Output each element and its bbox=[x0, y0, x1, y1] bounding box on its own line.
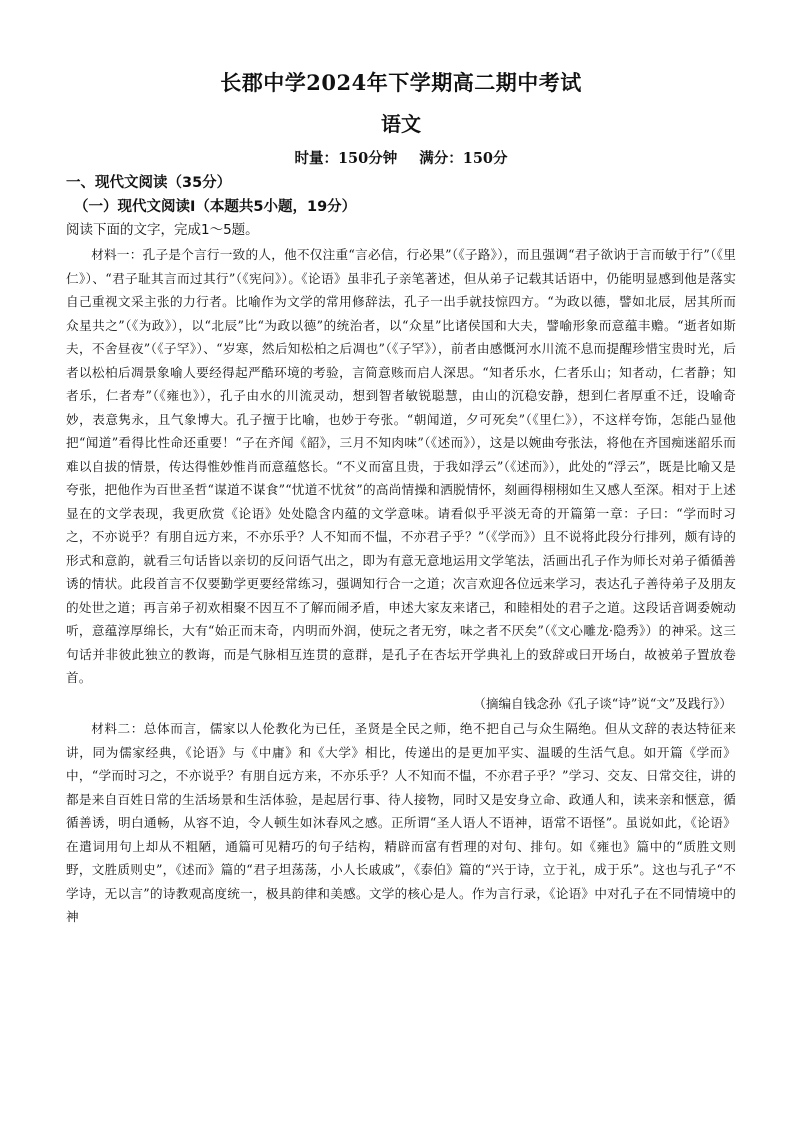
exam-timing bbox=[66, 148, 736, 170]
exam-title: 长郡中学2024年下学期高二期中考试 bbox=[220, 70, 582, 95]
full-score: 满分：150分 bbox=[419, 150, 508, 167]
material-two-text: 材料二：总体而言，儒家以人伦教化为已任，圣贤是全民之师，绝不把自己与众生隔绝。但从文辞的表达特征来讲，同为儒家经典，《论语》与《中庸》和《大学》相比，传递出的是更加平实、温暖的生活气息。如开篇《学而》中，“学而时习之，不亦说乎？有朋自远方来，不亦乐乎？人不知而不愠，不亦君子乎？”学习、交友、日常交往，讲的都是来自百姓日常的生活场景和生活体验，是起居行事、待人接物，同时又是安身立命、政通人和，读来亲和惬意，循循善诱，明白通畅，从容不迫，令人顿生如沐春风之感。正所谓“圣人语人不语神，语常不语怪”。虽说如此，《论语》在遣词用句上却从不粗陋，通篇可见精巧的句子结构，精辟而富有哲理的对句、排句。如《雍也》篇中的“质胜文则野，文胜质则史”，《述而》篇的“君子坦荡荡，小人长戚戚”，《泰伯》篇的“兴于诗，立于礼，成于乐”。这也与孔子“不学诗，无以言”的诗教观高度统一，极具韵律和美感。文学的核心是人。作为言行录，《论语》中对孔子在不同情境中的神 bbox=[66, 721, 736, 924]
section-heading: 一、现代文阅读（35分） bbox=[66, 175, 232, 191]
material-one-text: 材料一：孔子是个言行一致的人，他不仅注重“言必信，行必果”（《子路》），而且强调“君子欲讷于言而敏于行”（《里仁》）、“君子耻其言而过其行”（《宪问》）。《论语》虽非孔子亲笔著述，但从弟子记载其话语中，仍能明显感到他是落实自己重视文采主张的力行者。比喻作为文学的常用修辞法，孔子一出手就技惊四方。“为政以德，譬如北辰，居其所而众星共之”（《为政》），以“北辰”比“为政以德”的统治者，以“众星”比诸侯国和大夫，譬喻形象而意蕴丰赡。“逝者如斯夫，不舍昼夜”（《子罕》）、“岁寒，然后知松柏之后凋也”（《子罕》），前者由感慨河水川流不息而提醒珍惜宝贵时光，后者以松柏后凋景象喻人要经得起严酷环境的考验，言简意赅而启人深思。“知者乐水，仁者乐山；知者动，仁者静；知者乐，仁者寿”（《雍也》），孔子由水的川流灵动，想到智者敏锐聪慧，由山的沉稳安静，想到仁者厚重不迁，设喻奇妙，表意隽永，且气象博大。孔子擅于比喻，也妙于夸张。“朝闻道，夕可死矣”（《里仁》），不这样夸饰，怎能凸显他把“闻道”看得比性命还重要！“子在齐闻《韶》，三月不知肉味”（《述而》），这是以婉曲夸张法，将他在齐国痴迷韶乐而难以自拔的情景，传达得惟妙惟肖而意蕴悠长。“不义而富且贵，于我如浮云”（《述而》），此处的“浮云”，既是比喻又是夸张，把他作为百世圣哲“谋道不谋食”“忧道不忧贫”的高尚情操和洒脱情怀，刻画得栩栩如生又感人至深。相对于上述显在的文学表现，我更欣赏《论语》处处隐含内蕴的文学意味。请看似乎平淡无奇的开篇第一章：子曰：“学而时习之，不亦说乎？有朋自远方来，不亦乐乎？人不知而不愠，不亦君子乎？”（《学而》）且不说将此段分行排列，颇有诗的形式和意韵，就看三句话皆以亲切的反问语气出之，即为有意无意地运用文学笔法，活画出孔子作为师长对弟子循循善诱的情状。此段首言不仅要勤学更要经常练习，强调知行合一之道；次言欢迎各位远来学习，表达孔子善待弟子及朋友的处世之道；再言弟子初欢相聚不因互不了解而闹矛盾，申述大家友来诸己，和睦相处的君子之道。这段话音调委婉动听，意蕴淳厚绵长，大有“始正而末奇，内明而外润，使玩之者无穷，味之者不厌矣”（《文心雕龙·隐秀》）的神采。这三句话并非彼此独立的教诲，而是气脉相互连贯的意群，是孔子在杏坛开学典礼上的致辞或曰开场白，故被弟子置放卷首。 bbox=[66, 247, 736, 685]
subject-title: 语文 bbox=[381, 112, 421, 136]
reading-instruction: 阅读下面的文字，完成1～5题。 bbox=[66, 222, 259, 238]
material-one-source: （摘编自钱念孙《孔子谈“诗”说“文”及践行》） bbox=[473, 695, 732, 711]
part-heading: （一）现代文阅读Ⅰ（本题共5小题，19分） bbox=[74, 199, 357, 215]
time-limit: 时量：150分钟 bbox=[294, 150, 398, 167]
